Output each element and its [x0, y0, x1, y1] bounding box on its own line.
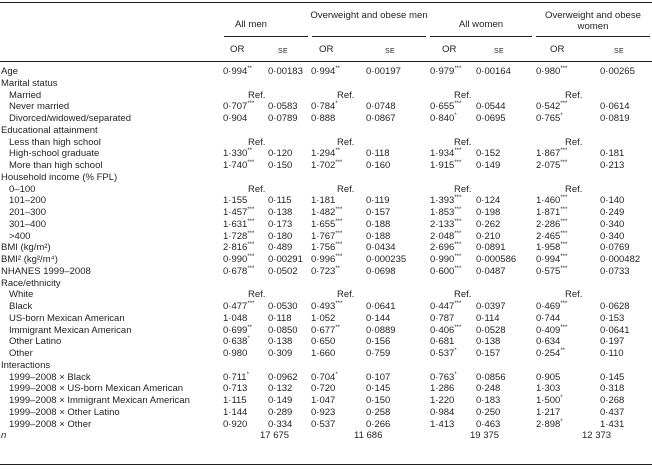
or-cell: 1·702***	[311, 160, 343, 171]
table-row	[0, 254, 652, 266]
row-label: Other	[9, 348, 33, 359]
se-cell: 0·124	[476, 195, 501, 207]
row-label: US-born Mexican American	[9, 312, 125, 324]
or-cell: 1·294**	[311, 148, 340, 160]
row-label: 1999–2008 × Black	[9, 371, 91, 383]
se-cell: 0·0614	[600, 101, 630, 113]
or-cell: 0·469***	[536, 301, 568, 312]
table-row	[0, 383, 652, 395]
or-cell: 0·477***	[223, 301, 255, 312]
or-cell: 0·920	[223, 418, 248, 430]
or-cell: 1·660	[311, 348, 336, 359]
or-cell: 2·075***	[536, 160, 568, 171]
row-label: BMI (kg/m²)	[1, 242, 51, 254]
table-row	[0, 172, 652, 184]
table-row	[0, 395, 652, 407]
or-cell: 0·720	[311, 383, 336, 395]
group-header-all-men: All men	[235, 19, 267, 30]
or-cell: 0·713	[223, 383, 248, 395]
or-cell: 0·763*	[430, 371, 457, 383]
table-row	[0, 101, 652, 113]
se-cell: 0·489	[268, 242, 293, 254]
se-cell: 0·0434	[366, 242, 396, 254]
or-cell: 1·286	[430, 383, 455, 395]
se-cell: 0·153	[600, 312, 625, 324]
se-cell: 0·0502	[268, 265, 298, 277]
table-row	[0, 360, 652, 372]
table-row	[0, 184, 652, 196]
row-label: Educational attainment	[1, 124, 98, 136]
table-row	[0, 231, 652, 243]
se-cell: 0·173	[268, 218, 293, 230]
or-cell: 0·723**	[311, 265, 340, 277]
group-header-overweight-men: Overweight and obese men	[310, 10, 428, 21]
table-row	[0, 266, 652, 278]
or-cell: 0·994**	[223, 66, 252, 77]
se-header-2: SE	[385, 48, 395, 55]
row-label: n	[1, 430, 7, 442]
or-cell: 0·600***	[430, 265, 462, 277]
se-cell: 0·118	[268, 312, 292, 324]
row-label: Married	[9, 89, 42, 101]
or-header-4: OR	[550, 44, 565, 55]
or-cell: 0·711*	[223, 371, 249, 383]
or-cell: 2·696***	[430, 242, 462, 254]
ref-cell: Ref.	[248, 289, 266, 301]
or-cell: 0·984	[430, 406, 455, 418]
se-cell: 0·0789	[268, 113, 298, 124]
se-cell: 0·0528	[476, 324, 506, 336]
or-cell: 0·655***	[430, 101, 462, 113]
se-cell: 0·145	[366, 383, 391, 395]
or-cell: 0·681	[430, 336, 455, 348]
row-label: >400	[9, 230, 31, 242]
table-row	[0, 113, 652, 125]
se-cell: 0·0769	[600, 242, 630, 254]
se-cell: 0·0641	[366, 301, 396, 312]
or-cell: 2·286***	[536, 218, 568, 230]
se-cell: 1·431	[600, 418, 625, 430]
se-cell: 0·149	[476, 160, 501, 171]
table-row	[0, 125, 652, 137]
or-cell: 1·915***	[430, 160, 462, 171]
se-cell: 0·120	[268, 148, 293, 160]
se-header-3: SE	[494, 48, 504, 55]
or-cell: 0·677**	[311, 324, 340, 336]
se-cell: 0·156	[366, 336, 391, 348]
or-cell: 0·678***	[223, 265, 255, 277]
table-row	[0, 430, 652, 442]
or-cell: 1·052	[311, 312, 336, 324]
or-cell: 0·923	[311, 406, 336, 418]
se-cell: 0·132	[268, 383, 293, 395]
se-cell: 0·000235	[366, 254, 407, 265]
table-row	[0, 372, 652, 384]
se-cell: 0·0748	[366, 101, 396, 113]
or-cell: 0·650	[311, 336, 336, 348]
table-row	[0, 242, 652, 254]
row-label: 1999–2008 × US-born Mexican American	[9, 383, 184, 395]
row-label: Age	[1, 66, 18, 77]
se-cell: 0·157	[476, 348, 501, 359]
or-cell: 0·990***	[430, 254, 462, 265]
ref-cell: Ref.	[454, 289, 472, 301]
se-cell: 0·262	[476, 218, 501, 230]
se-cell: 0·0867	[366, 113, 396, 124]
or-cell: 2·816***	[223, 242, 255, 254]
or-cell: 0·409***	[536, 324, 568, 336]
se-cell: 0·334	[268, 418, 293, 430]
se-cell: 0·463	[476, 418, 501, 430]
or-cell: 0·784*	[311, 101, 338, 113]
table-row	[0, 207, 652, 219]
or-cell: 0·575***	[536, 265, 568, 277]
se-cell: 0·180	[268, 230, 293, 242]
or-cell: 1·413	[430, 418, 455, 430]
or-cell: 0·904	[223, 113, 248, 124]
table-row	[0, 419, 652, 431]
se-cell: 0·0583	[268, 101, 298, 113]
se-cell: 0·107	[366, 371, 391, 383]
se-cell: 0·210	[476, 230, 501, 242]
or-cell: 1·220	[430, 395, 455, 406]
or-cell: 1·756***	[311, 242, 343, 254]
table-row	[0, 313, 652, 325]
se-cell: 0·183	[476, 395, 501, 406]
se-cell: 0·340	[600, 230, 625, 242]
or-header-1: OR	[230, 44, 245, 55]
se-cell: 0·437	[600, 406, 625, 418]
se-cell: 0·248	[476, 383, 501, 395]
se-cell: 0·138	[476, 336, 501, 348]
se-cell: 0·140	[600, 195, 625, 207]
se-cell: 0·144	[366, 312, 391, 324]
se-cell: 0·119	[366, 195, 390, 207]
se-cell: 0·110	[600, 348, 624, 359]
row-label: Household income (% FPL)	[1, 171, 118, 183]
or-cell: 1·155	[223, 195, 248, 207]
table-row	[0, 160, 652, 172]
top-rule	[0, 2, 652, 3]
se-cell: 0·0695	[476, 113, 506, 124]
table-row	[0, 195, 652, 207]
ref-cell: Ref.	[565, 289, 583, 301]
or-cell: 0·990***	[223, 254, 255, 265]
or-cell: 0·980***	[536, 66, 568, 77]
or-cell: 1·867***	[536, 148, 568, 160]
n-cell: 11 686	[354, 430, 383, 442]
or-cell: 0·537	[311, 418, 336, 430]
n-cell: 17 675	[260, 430, 290, 442]
or-cell: 2·898*	[536, 418, 563, 430]
table-row	[0, 325, 652, 337]
or-cell: 1·482***	[311, 207, 343, 218]
or-cell: 1·500*	[536, 395, 563, 406]
ref-cell: Ref.	[248, 183, 266, 195]
table-row	[0, 137, 652, 149]
row-label: 101–200	[9, 195, 46, 207]
row-label: Immigrant Mexican American	[9, 324, 132, 336]
or-cell: 1·181	[311, 195, 336, 207]
or-cell: 0·994**	[311, 66, 340, 77]
se-cell: 0·0628	[600, 301, 630, 312]
or-cell: 0·979***	[430, 66, 462, 77]
or-cell: 0·707***	[223, 101, 255, 113]
table-row	[0, 289, 652, 301]
row-label: Less than high school	[9, 136, 101, 148]
se-cell: 0·00197	[366, 66, 401, 77]
or-cell: 1·330**	[223, 148, 252, 160]
group-header-overweight-women: Overweight and obese women	[545, 10, 641, 32]
se-cell: 0·00265	[600, 66, 635, 77]
or-cell: 0·744	[536, 312, 561, 324]
or-cell: 1·047	[311, 395, 336, 406]
row-label: Interactions	[1, 359, 51, 371]
or-cell: 0·840*	[430, 113, 457, 124]
se-header-4: SE	[614, 48, 624, 55]
se-cell: 0·268	[600, 395, 625, 406]
se-cell: 0·160	[366, 160, 391, 171]
row-label: 301–400	[9, 218, 46, 230]
se-cell: 0·0698	[366, 265, 396, 277]
group-rule-3	[430, 36, 532, 37]
row-label: More than high school	[9, 160, 103, 171]
table-row	[0, 78, 652, 90]
or-cell: 0·493***	[311, 301, 343, 312]
or-cell: 0·542***	[536, 101, 568, 113]
row-label: BMI² (kg²/m⁴)	[1, 254, 58, 265]
row-label: NHANES 1999–2008	[1, 265, 91, 277]
or-cell: 0·699**	[223, 324, 252, 336]
se-cell: 0·000586	[476, 254, 517, 265]
group-rule-4	[536, 36, 650, 37]
se-cell: 0·0962	[268, 371, 298, 383]
or-cell: 0·905	[536, 371, 561, 383]
n-cell: 19 375	[470, 430, 500, 442]
se-cell: 0·198	[476, 207, 501, 218]
or-cell: 1·631***	[223, 218, 255, 230]
or-cell: 1·393***	[430, 195, 462, 207]
se-cell: 0·00183	[268, 66, 303, 77]
row-label: 1999–2008 × Other Latino	[9, 406, 120, 418]
se-cell: 0·318	[600, 383, 625, 395]
se-cell: 0·157	[366, 207, 391, 218]
ref-cell: Ref.	[337, 183, 355, 195]
se-cell: 0·0850	[268, 324, 298, 336]
table-row	[0, 66, 652, 78]
se-cell: 0·152	[476, 148, 501, 160]
ref-cell: Ref.	[337, 289, 355, 301]
table-row	[0, 407, 652, 419]
se-cell: 0·309	[268, 348, 293, 359]
or-cell: 0·787	[430, 312, 455, 324]
row-label: High-school graduate	[9, 148, 100, 160]
or-cell: 1·303	[536, 383, 561, 395]
se-cell: 0·0889	[366, 324, 396, 336]
or-cell: 2·133***	[430, 218, 462, 230]
se-cell: 0·145	[600, 371, 625, 383]
n-cell: 12 373	[582, 430, 612, 442]
or-cell: 0·704*	[311, 371, 338, 383]
or-cell: 0·406***	[430, 324, 462, 336]
table-row	[0, 278, 652, 290]
se-cell: 0·759	[366, 348, 391, 359]
group-header-all-women: All women	[458, 19, 504, 30]
or-cell: 1·460***	[536, 195, 568, 207]
or-cell: 1·871***	[536, 207, 568, 218]
se-cell: 0·0856	[476, 371, 506, 383]
ref-cell: Ref.	[454, 89, 472, 101]
se-cell: 0·0397	[476, 301, 506, 312]
ref-cell: Ref.	[565, 89, 583, 101]
se-cell: 0·150	[268, 160, 293, 171]
or-cell: 2·465***	[536, 230, 568, 242]
se-cell: 0·213	[600, 160, 625, 171]
se-cell: 0·000482	[600, 254, 641, 265]
se-cell: 0·181	[600, 148, 625, 160]
or-cell: 1·217	[536, 406, 561, 418]
se-cell: 0·249	[600, 207, 625, 218]
or-cell: 1·115	[223, 395, 247, 406]
table-row	[0, 219, 652, 231]
se-cell: 0·150	[366, 395, 391, 406]
or-cell: 1·853***	[430, 207, 462, 218]
se-cell: 0·138	[268, 207, 293, 218]
se-cell: 0·0733	[600, 265, 630, 277]
table-row	[0, 148, 652, 160]
or-cell: 0·537*	[430, 348, 457, 359]
or-cell: 0·996***	[311, 254, 343, 265]
se-cell: 0·0819	[600, 113, 630, 124]
se-cell: 0·0530	[268, 301, 298, 312]
or-cell: 0·980	[223, 348, 248, 359]
or-cell: 1·048	[223, 312, 248, 324]
row-label: White	[9, 289, 34, 301]
row-label: Black	[9, 301, 33, 312]
or-header-2: OR	[319, 44, 334, 55]
or-cell: 0·634	[536, 336, 561, 348]
ref-cell: Ref.	[565, 136, 583, 148]
se-cell: 0·266	[366, 418, 391, 430]
se-cell: 0·00291	[268, 254, 303, 265]
row-label: Marital status	[1, 77, 58, 89]
ref-cell: Ref.	[454, 136, 472, 148]
group-rule-2	[312, 36, 426, 37]
row-label: Other Latino	[9, 336, 62, 348]
row-label: 0–100	[9, 183, 36, 195]
or-cell: 1·740***	[223, 160, 255, 171]
se-cell: 0·340	[600, 218, 625, 230]
se-cell: 0·197	[600, 336, 625, 348]
se-cell: 0·258	[366, 406, 391, 418]
row-label: 201–300	[9, 207, 46, 218]
or-cell: 0·765*	[536, 113, 563, 124]
table-row	[0, 301, 652, 313]
or-cell: 1·958***	[536, 242, 568, 254]
row-label: 1999–2008 × Other	[9, 418, 92, 430]
or-cell: 0·638*	[223, 336, 250, 348]
se-cell: 0·115	[268, 195, 292, 207]
or-cell: 2·048***	[430, 230, 462, 242]
ref-cell: Ref.	[565, 183, 583, 195]
se-cell: 0·114	[476, 312, 500, 324]
or-cell: 0·447***	[430, 301, 462, 312]
se-cell: 0·0891	[476, 242, 506, 254]
ref-cell: Ref.	[248, 136, 266, 148]
group-rule-1	[224, 36, 308, 37]
row-label: 1999–2008 × Immigrant Mexican American	[9, 395, 190, 406]
or-cell: 1·655***	[311, 218, 343, 230]
or-cell: 1·144	[223, 406, 248, 418]
or-cell: 0·888	[311, 113, 336, 124]
ref-cell: Ref.	[337, 136, 355, 148]
se-cell: 0·118	[366, 148, 390, 160]
se-cell: 0·0641	[600, 324, 630, 336]
or-cell: 1·728***	[223, 230, 255, 242]
se-cell: 0·149	[268, 395, 293, 406]
se-header-1: SE	[278, 48, 288, 55]
or-header-3: OR	[442, 44, 457, 55]
se-cell: 0·00164	[476, 66, 511, 77]
table-row	[0, 348, 652, 360]
ref-cell: Ref.	[337, 89, 355, 101]
row-label: Race/ethnicity	[1, 277, 61, 289]
or-cell: 1·934***	[430, 148, 462, 160]
table-row	[0, 90, 652, 102]
table-row	[0, 336, 652, 348]
ref-cell: Ref.	[248, 89, 266, 101]
se-cell: 0·289	[268, 406, 293, 418]
se-cell: 0·0544	[476, 101, 506, 113]
or-cell: 1·767***	[311, 230, 343, 242]
bottom-rule	[0, 464, 652, 465]
or-cell: 0·994***	[536, 254, 568, 265]
or-cell: 0·254**	[536, 348, 565, 359]
row-label: Never married	[9, 101, 70, 113]
se-cell: 0·188	[366, 230, 391, 242]
se-cell: 0·0487	[476, 265, 506, 277]
se-cell: 0·188	[366, 218, 391, 230]
or-cell: 1·457***	[223, 207, 255, 218]
header-rule	[0, 61, 652, 62]
se-cell: 0·250	[476, 406, 501, 418]
row-label: Divorced/widowed/separated	[9, 113, 131, 124]
ref-cell: Ref.	[454, 183, 472, 195]
se-cell: 0·138	[268, 336, 293, 348]
